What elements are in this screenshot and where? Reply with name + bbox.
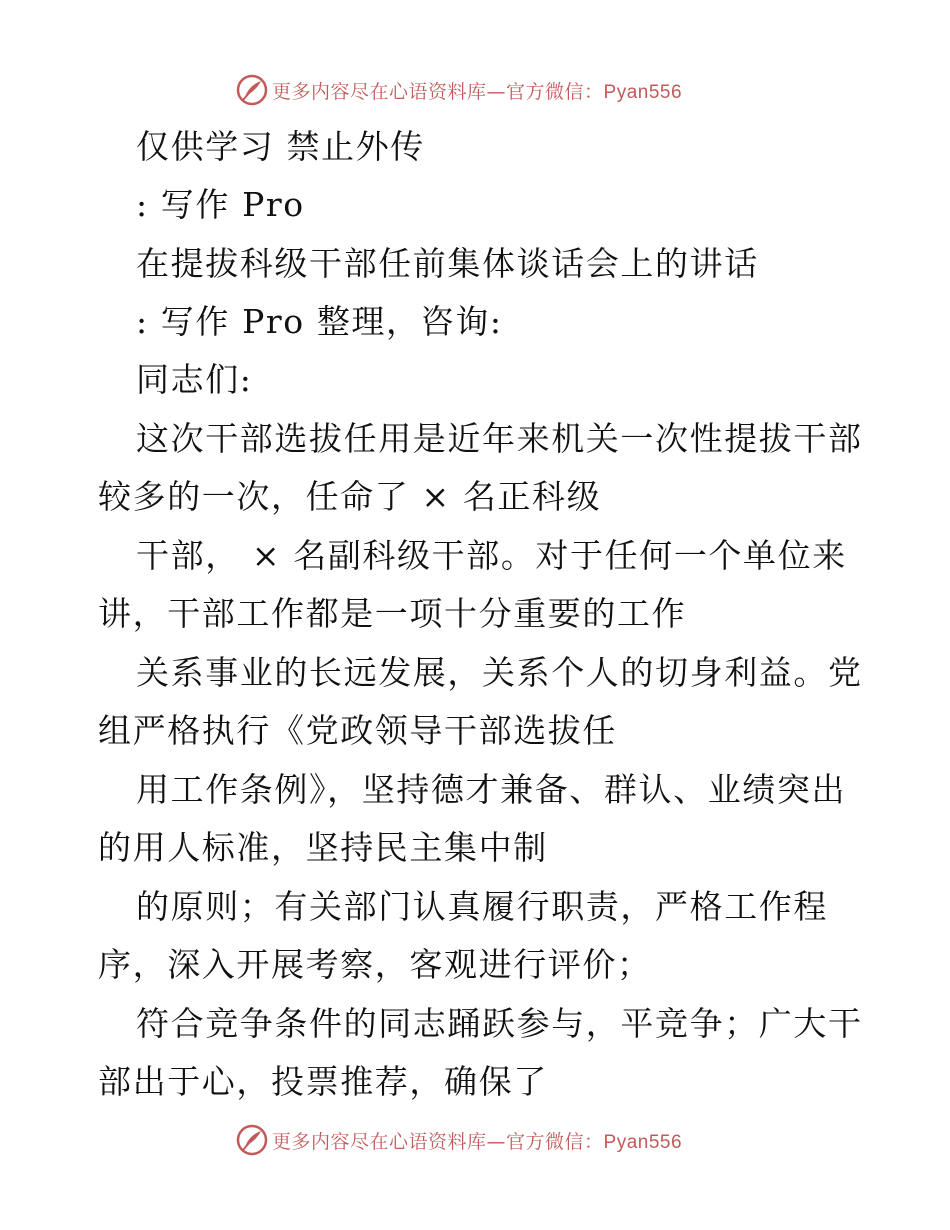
document-line: 干部， × 名副科级干部。对于任何一个单位来 [136,536,847,575]
document-line: 讲，干部工作都是一项十分重要的工作 [98,594,687,633]
document-line: 序，深入开展考察，客观进行评价； [98,945,652,984]
document-line: 用工作条例》，坚持德才兼备、群认、业绩突出 [136,770,847,809]
watermark-account: Pyan556 [603,1131,683,1153]
watermark-text: 更多内容尽在心语资料库—官方微信：Pyan556 [272,1130,683,1153]
document-line: : 写作 Pro 整理，咨询: [136,302,503,341]
document-line: 符合竞争条件的同志踊跃参与，平竞争；广大干 [136,1004,863,1043]
document-line: 的用人标准，坚持民主集中制 [98,828,548,867]
document-line: 组严格执行《党政领导干部选拔任 [98,711,617,750]
document-line: : 写作 Pro [136,185,305,224]
document-line: 这次干部选拔任用是近年来机关一次性提拔干部 [136,419,863,458]
document-line: 部出于心，投票推荐，确保了 [98,1062,548,1101]
feather-pen-logo-icon [236,1124,268,1156]
watermark-account: Pyan556 [603,81,683,103]
document-line: 的原则；有关部门认真履行职责，严格工作程 [136,887,828,926]
document-line: 较多的一次，任命了 × 名正科级 [98,477,602,516]
document-line: 同志们: [136,360,253,399]
header-watermark [236,72,682,108]
document-line: 关系事业的长远发展，关系个人的切身利益。党 [136,653,863,692]
document-title: 在提拔科级干部任前集体谈话会上的讲话 [136,244,759,283]
watermark-text: 更多内容尽在心语资料库—官方微信：Pyan556 [272,80,683,103]
footer-watermark [236,1122,682,1158]
document-line: 仅供学习 禁止外传 [136,127,425,166]
feather-pen-logo-icon [236,74,268,106]
